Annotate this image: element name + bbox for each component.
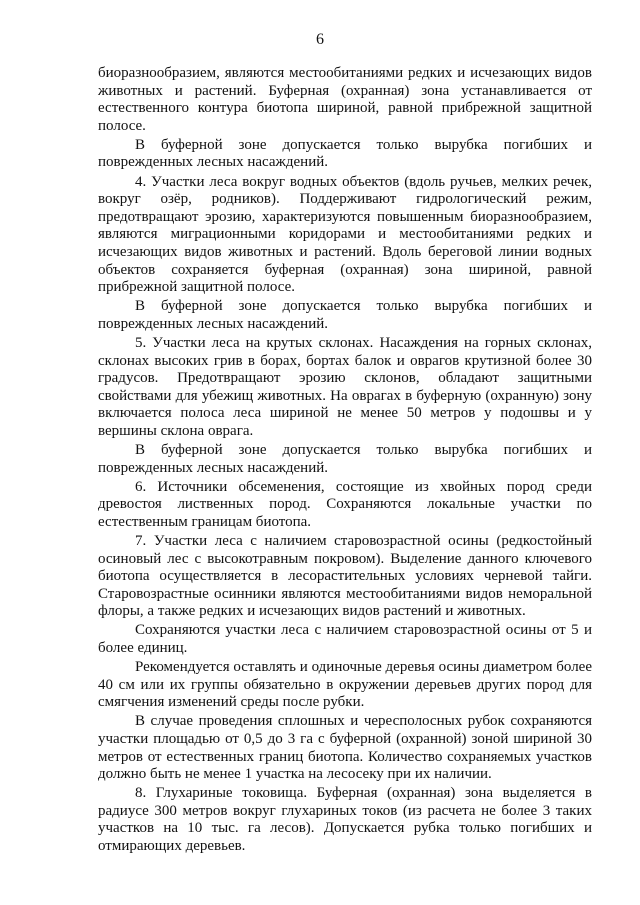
paragraph: В случае проведения сплошных и чересполосных рубок сохраняются участки площадью от 0,5 до 3 га с буферной (охранной) зоной шириной 30 метров от естественных границ биотопа. Количество сохраняемых участков должно быть не менее 1 участка на лесосеку при их наличии. [98, 713, 592, 783]
page-number: 6 [316, 31, 324, 48]
paragraph: 5. Участки леса на крутых склонах. Насаждения на горных склонах, склонах высоких грив в борах, бортах балок и оврагов крутизной более 30 градусов. Предотвращают эрозию склонов, обладают защитными свойствами для убежищ животных. На оврагах в буферную (охранную) зону включается полоса леса шириной не менее 50 метров у подошвы и у вершины склона оврага. [98, 334, 592, 439]
paragraph: 4. Участки леса вокруг водных объектов (вдоль ручьев, мелких речек, вокруг озёр, родников). Поддерживают гидрологический режим, предотвращают эрозию, характеризуются повышенным биоразнообразием, являются миграционными коридорами и местообитаниями редких и исчезающих видов животных и растений. Вдоль береговой линии водных объектов сохраняется буферная (охранная) зона шириной, равной прибрежной защитной полосе. [98, 173, 592, 296]
document-body [98, 65, 592, 857]
paragraph: биоразнообразием, являются местообитаниями редких и исчезающих видов животных и растений. Буферная (охранная) зона устанавливается от естественного контура биотопа шириной, равной прибрежной защитной полосе. [98, 65, 592, 134]
paragraph: В буферной зоне допускается только вырубка погибших и поврежденных лесных насаждений. [98, 298, 592, 332]
paragraph: Сохраняются участки леса с наличием старовозрастной осины от 5 и более единиц. [98, 622, 592, 656]
paragraph: 6. Источники обсеменения, состоящие из хвойных пород среди древостоя лиственных пород. Сохраняются локальные участки по естественным границам биотопа. [98, 478, 592, 530]
paragraph: 8. Глухариные токовища. Буферная (охранная) зона выделяется в радиусе 300 метров вокруг глухариных токов (из расчета не более 3 таких участков на 10 тыс. га лесов). Допускается рубка только погибших и отмирающих деревьев. [98, 785, 592, 855]
paragraph: В буферной зоне допускается только вырубка погибших и поврежденных лесных насаждений. [98, 136, 592, 171]
paragraph: Рекомендуется оставлять и одиночные деревья осины диаметром более 40 см или их группы обязательно в окружении деревьев других пород для смягчения изменений среды после рубки. [98, 659, 592, 711]
paragraph: 7. Участки леса с наличием старовозрастной осины (редкостойный осиновый лес с высокотравным покровом). Выделение данного ключевого биотопа осуществляется в лесорастительных условиях черневой тайги. Старовозрастные осинники являются местообитаниями видов неморальной флоры, а также редких и исчезающих видов растений и животных. [98, 532, 592, 620]
paragraph: В буферной зоне допускается только вырубка погибших и поврежденных лесных насаждений. [98, 441, 592, 476]
